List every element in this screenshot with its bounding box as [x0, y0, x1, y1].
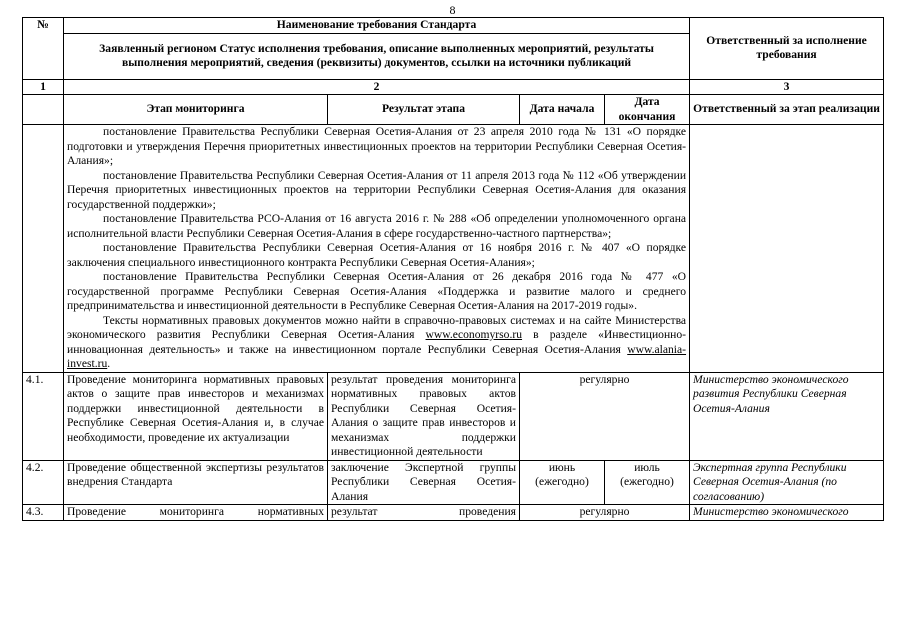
date-start-header: Дата начала	[520, 95, 605, 125]
table-row	[23, 372, 884, 460]
page-number: 8	[449, 3, 456, 17]
row-number: 4.2.	[23, 460, 64, 505]
col-number-3: 3	[690, 79, 884, 95]
row-number: 4.3.	[23, 505, 64, 521]
legal-acts-cell	[64, 125, 690, 373]
table-row	[23, 460, 884, 505]
result-cell: результат проведения	[328, 505, 520, 521]
num-header: №	[23, 18, 64, 80]
stage-cell: Проведение общественной экспертизы результатов внедрения Стандарта	[64, 460, 328, 505]
legal-sources-paragraph	[67, 314, 686, 372]
date-end-header: Дата окончания	[605, 95, 690, 125]
stage-result-header: Результат этапа	[328, 95, 520, 125]
dates-cell: регулярно	[520, 505, 690, 521]
legal-act-4: постановление Правительства Республики Северная Осетия-Алания от 16 ноября 2016 г. № 407 «О порядке заключения специального инвестиционного контракта Республики Северная Осетия-Алания»;	[67, 241, 687, 269]
responsible-cell: Министерство экономического развития Республики Северная Осетия-Алания	[690, 372, 884, 460]
legal-act-5: постановление Правительства Республики Северная Осетия-Алания от 26 декабря 2016 года № 477 «О государственной программе Республики Северная Осетия-Алания «Поддержка и развитие малого и среднего предпринимательства и инвестиционной деятельности в Республике Северная Осетия-Алания на 2017-2019 годы».	[67, 270, 687, 312]
date-start-cell: июнь (ежегодно)	[520, 460, 605, 505]
legal-sources-text-2: в разделе «Инвестиционно-инновационная деятельность» и также на инвестиционном портале Республики Северная Осетия-Алания	[67, 328, 687, 356]
responsible-req-header: Ответственный за исполнение требования	[690, 18, 884, 80]
responsible-stage-header: Ответственный за этап реализации	[690, 95, 884, 125]
legal-responsible-empty-cell	[690, 125, 884, 373]
col-number-1: 1	[23, 79, 64, 95]
stage-cell: Проведение мониторинга нормативных	[64, 505, 328, 521]
dates-cell: регулярно	[520, 372, 690, 460]
header-row-1	[23, 18, 884, 34]
legal-empty-cell	[23, 125, 64, 373]
stage-header: Этап мониторинга	[64, 95, 328, 125]
region-status-header: Заявленный регионом Статус исполнения требования, описание выполненных мероприятий, результаты выполнения мероприятий, сведения (реквизиты) документов, ссылки на источники публикаций	[64, 33, 690, 79]
table-row	[23, 505, 884, 521]
legal-act-1: постановление Правительства Республики Северная Осетия-Алания от 23 апреля 2010 года № 131 «О порядке подготовки и утверждения Перечня приоритетных инвестиционных проектов на территории Республики Северная Осетия-Алания»;	[67, 125, 687, 167]
row-number: 4.1.	[23, 372, 64, 460]
legal-acts-row	[23, 125, 884, 373]
date-end-cell: июль (ежегодно)	[605, 460, 690, 505]
stage-cell: Проведение мониторинга нормативных правовых актов о защите прав инвесторов и механизмах поддержки инвестиционной деятельности в Республике Северная Осетия-Алания и, в случае необходимости, проведение их актуализации	[64, 372, 328, 460]
subheader-empty-cell	[23, 95, 64, 125]
col-number-2: 2	[64, 79, 690, 95]
result-cell: результат проведения мониторинга нормативных правовых актов Республики Северная Осетия-Алания о защите прав инвесторов и механизмах поддержки инвестиционной деятельности	[328, 372, 520, 460]
subheader-row	[23, 95, 884, 125]
legal-act-3: постановление Правительства РСО-Алания от 16 августа 2016 г. № 288 «Об определении уполномоченного органа исполнительной власти Республики Северная Осетия-Алания в сфере государственно-частного партнерства»;	[67, 212, 687, 240]
column-numbers-row	[23, 79, 884, 95]
alania-invest-link[interactable]: www.alania-invest.ru	[67, 342, 687, 370]
standard-requirements-table	[22, 17, 884, 521]
legal-act-2: постановление Правительства Республики Северная Осетия-Алания от 11 апреля 2013 года № 112 «Об утверждении Перечня приоритетных инвестиционных проектов на территории Республики Северная Осетия-Алания для оказания государственной поддержки»;	[67, 168, 687, 211]
economyrso-link[interactable]: www.economyrso.ru	[425, 328, 523, 341]
responsible-cell: Министерство экономического	[690, 505, 884, 521]
legal-sources-text-3: .	[107, 357, 111, 370]
result-cell: заключение Экспертной группы Республики Северная Осетия-Алания	[328, 460, 520, 505]
standard-req-name-header: Наименование требования Стандарта	[64, 18, 690, 34]
responsible-cell: Экспертная группа Республики Северная Осетия-Алания (по согласованию)	[690, 460, 884, 505]
legal-sources-text-1: Тексты нормативных правовых документов можно найти в справочно-правовых системах и на сайте Министерства экономического развития Республики Северная Осетия-Алания	[67, 313, 687, 341]
